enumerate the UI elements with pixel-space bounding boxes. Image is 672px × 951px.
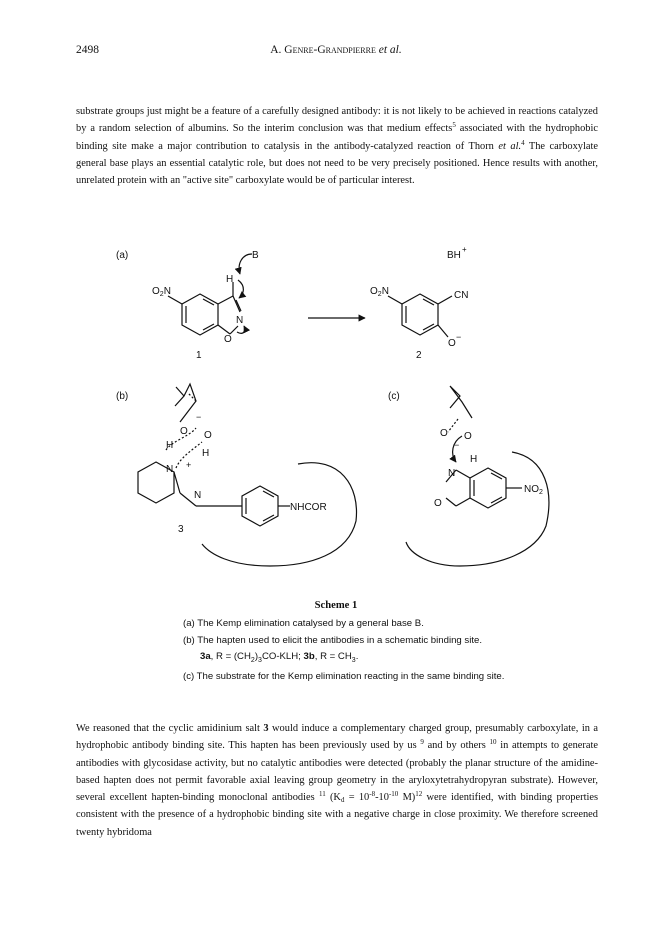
compound-2-label: 2 xyxy=(416,350,422,361)
c-h-atom: H xyxy=(470,454,478,465)
caption-line-c: (c) The substrate for the Kemp elimination reacting in the same binding site. xyxy=(183,671,505,683)
caption-line-a: (a) The Kemp elimination catalysed by a general base B. xyxy=(183,618,424,629)
compound-3-label: 3 xyxy=(178,524,184,535)
running-head xyxy=(0,44,672,56)
b-minus: − xyxy=(196,412,202,422)
compound-1-label: 1 xyxy=(196,350,202,361)
caption-title: Scheme 1 xyxy=(314,600,358,611)
scheme-1-drawing xyxy=(110,236,570,591)
o-minus-charge: − xyxy=(456,332,462,342)
c-o-atom-2: O xyxy=(464,431,472,442)
no2-label: $NO_2$ xyxy=(524,484,543,496)
b-o-atom: O xyxy=(180,426,188,437)
bh-label: BH xyxy=(447,250,461,261)
scheme-1-figure xyxy=(110,236,570,591)
label-a: (a) xyxy=(116,250,129,261)
scheme-caption xyxy=(0,600,672,686)
o2n-label: $O_2N$ xyxy=(152,286,171,298)
cn-label: CN xyxy=(454,290,469,301)
bh-charge: + xyxy=(462,245,467,254)
o-atom: O xyxy=(224,334,232,345)
h-atom: H xyxy=(226,274,234,285)
o2n-label-2: $O_2N$ xyxy=(370,286,389,298)
paragraph-2: We reasoned that the cyclic amidinium salt 3 would induce a complementary charged group, presumably carboxylate, in a hydrophobic antibody binding site. This hapten has been previously used by us $^9$ and by others $^{10}$ in attempts to generate antibodies with glycosidase activity, but no catalytic antibodies were detected (probably the planar structure of the amidine-based hapten does not permit favorable axial leaving group geometry in the aryloxytetrahydropyran substrate). However, several excellent hapten-binding monoclonal antibodies $^{11}$ ($K_d = 10^{-8}-10^{-10}$ M)$^{12}$ were identified, with binding properties consistent with the presence of a hydrophobic binding site with a negative charge in close proximity. We therefore screened twenty hybridoma xyxy=(76,723,599,838)
b-h-atom: H xyxy=(166,440,174,451)
paragraph-1: substrate groups just might be a feature of a carefully designed antibody: it is not likely to be achieved in reactions catalyzed by a random selection of albumins. So the interim conclusion was that medium effects$^5$ associated with the hydrophobic binding site make a major contribution to catalysis in the antibody-catalyzed reaction of Thorn et al.$^4$ The carboxylate general base plays an essential catalytic role, but does not need to be very precisely positioned. Hence results with another, unrelated protein with an "active site" carboxylate would be of particular interest. xyxy=(76,106,599,187)
b-h-atom-2: H xyxy=(202,448,210,459)
label-c: (c) xyxy=(388,391,400,402)
n-atom: N xyxy=(236,315,244,326)
b-o-atom-2: O xyxy=(204,430,212,441)
b-n-atom: N xyxy=(194,490,202,501)
running-head-etal: et al. xyxy=(378,44,402,56)
o-minus-label: O xyxy=(448,338,456,349)
base-b: B xyxy=(252,250,259,261)
caption-line-b: (b) The hapten used to elicit the antibodies in a schematic binding site. xyxy=(183,634,483,646)
c-o-atom: O xyxy=(440,428,448,439)
b-plus: + xyxy=(186,460,192,470)
nhcor-label: NHCOR xyxy=(290,502,327,513)
label-b: (b) xyxy=(116,391,129,402)
page-number: 2498 xyxy=(76,44,99,56)
c-n-atom: N xyxy=(448,468,456,479)
caption-line-b2: 3a, $R = (CH_2)_3CO$-KLH; 3b, $R = CH_3$. xyxy=(200,651,359,664)
b-n-plus: N xyxy=(166,464,174,475)
c-o-ring: O xyxy=(434,498,442,509)
running-head-authors: A. Genre-Grandpierre xyxy=(270,44,376,56)
c-minus: − xyxy=(454,440,460,450)
